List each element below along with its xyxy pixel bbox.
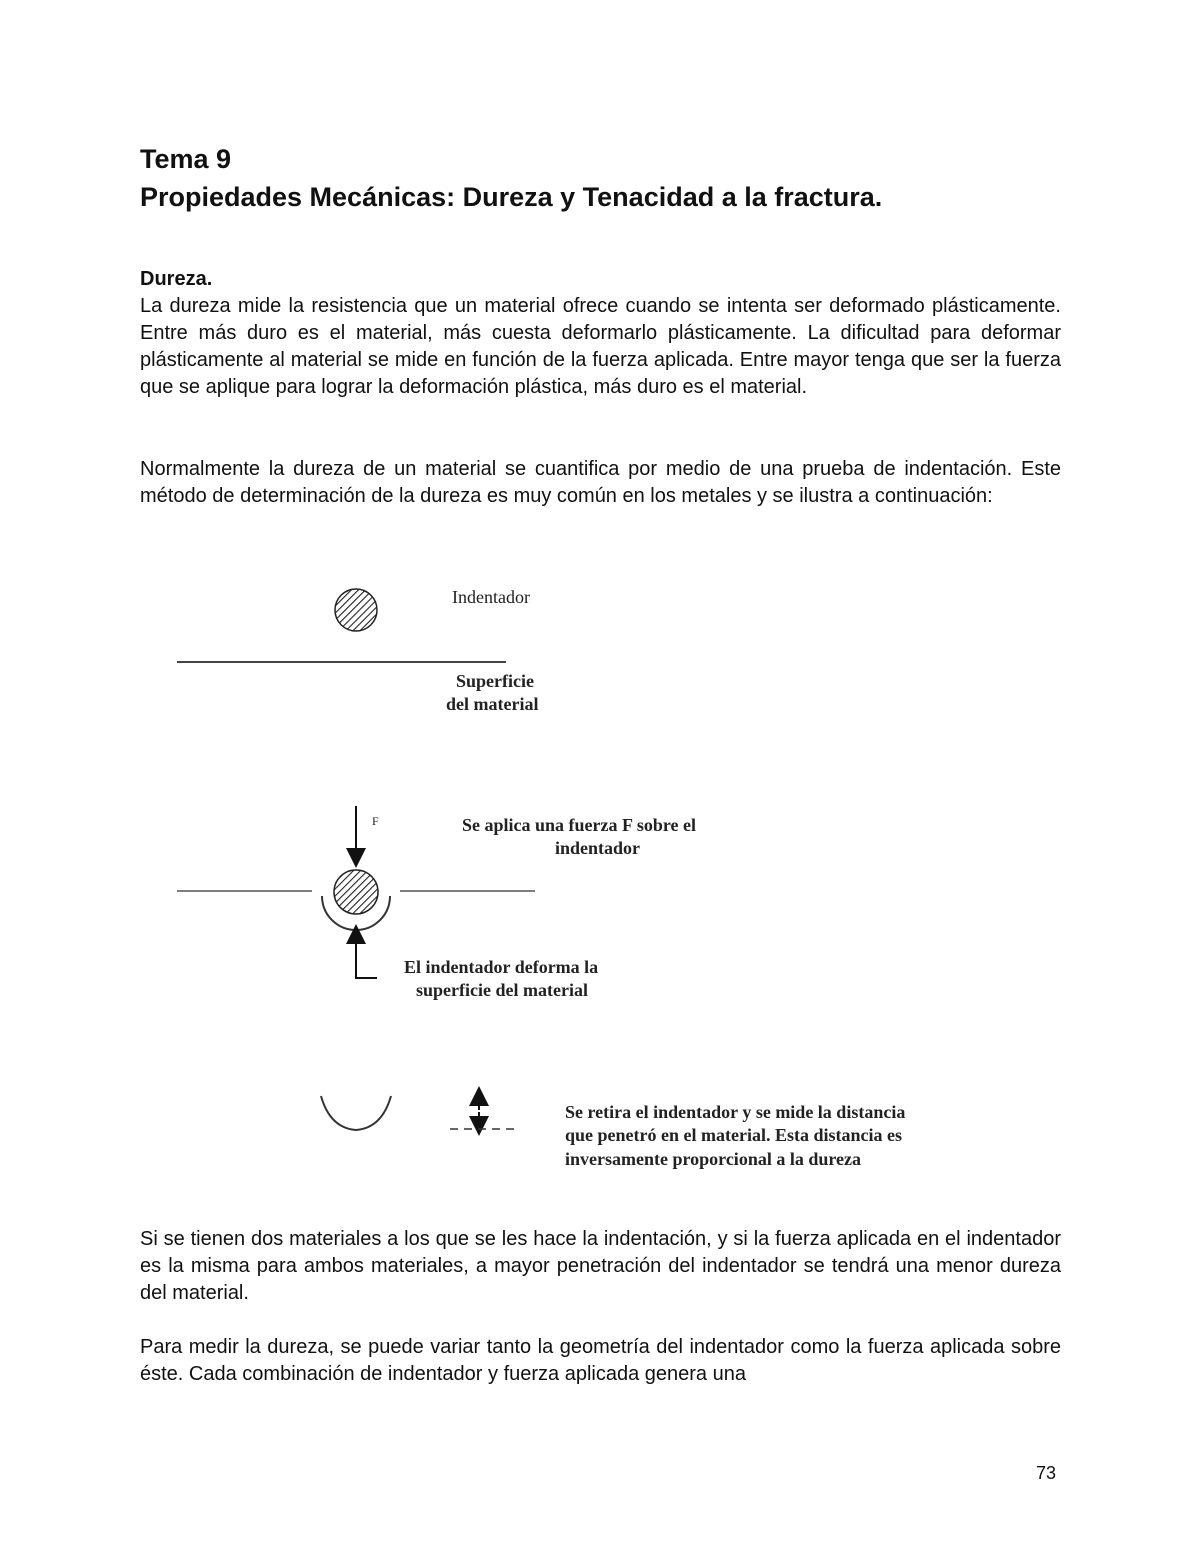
indenter-ball-icon bbox=[335, 589, 377, 631]
stage-3-measure bbox=[321, 1096, 516, 1130]
surface-label-line2: del material bbox=[446, 694, 539, 714]
indenter-pressed-icon bbox=[334, 870, 378, 914]
measure-label-line3: inversamente proporcional a la dureza bbox=[565, 1149, 861, 1169]
measure-label-line1: Se retira el indentador y se mide la distancia bbox=[565, 1102, 906, 1122]
force-label-line1: Se aplica una fuerza F sobre el bbox=[462, 815, 696, 835]
paragraph-4: Para medir la dureza, se puede variar tanto la geometría del indentador como la fuerza aplicada sobre éste. Cada combinación de indentador y fuerza aplicada genera una bbox=[140, 1336, 1061, 1385]
deform-label-line2: superficie del material bbox=[416, 980, 588, 1000]
force-label-line2: indentador bbox=[555, 838, 641, 858]
title-block bbox=[140, 140, 1070, 216]
indenter-label: Indentador bbox=[452, 587, 530, 607]
residual-indentation bbox=[321, 1096, 391, 1130]
paragraph-2: Normalmente la dureza de un material se cuantifica por medio de una prueba de indentación. Este método de determinación de la dureza es muy común en los metales y se ilustra a continuación: bbox=[140, 458, 1061, 507]
paragraph-3: Si se tienen dos materiales a los que se les hace la indentación, y si la fuerza aplicada en el indentador es la misma para ambos materiales, a mayor penetración del indentador se tendrá una menor dureza del material. bbox=[140, 1228, 1061, 1304]
chapter-title: Propiedades Mecánicas: Dureza y Tenacidad a la fractura. bbox=[140, 182, 883, 212]
section-heading: Dureza. bbox=[140, 268, 213, 290]
page-number: 73 bbox=[1036, 1463, 1057, 1483]
indentation-cavity bbox=[322, 896, 390, 930]
pointer-arrow-icon bbox=[356, 934, 377, 978]
paragraph-1: La dureza mide la resistencia que un material ofrece cuando se intenta ser deformado plásticamente. Entre más duro es el material, más cuesta deformarlo plásticamente. La dificultad para deformar plásticamente al material se mide en función de la fuerza aplicada. Entre mayor tenga que ser la fuerza que se aplique para lograr la deformación plástica, más duro es el material. bbox=[140, 295, 1061, 398]
surface-label-line1: Superficie bbox=[456, 671, 534, 691]
deform-label-line1: El indentador deforma la bbox=[404, 957, 599, 977]
force-symbol-label: F bbox=[372, 814, 379, 828]
measure-label-line2: que penetró en el material. Esta distancia es bbox=[565, 1125, 902, 1145]
chapter-number: Tema 9 bbox=[140, 144, 232, 174]
